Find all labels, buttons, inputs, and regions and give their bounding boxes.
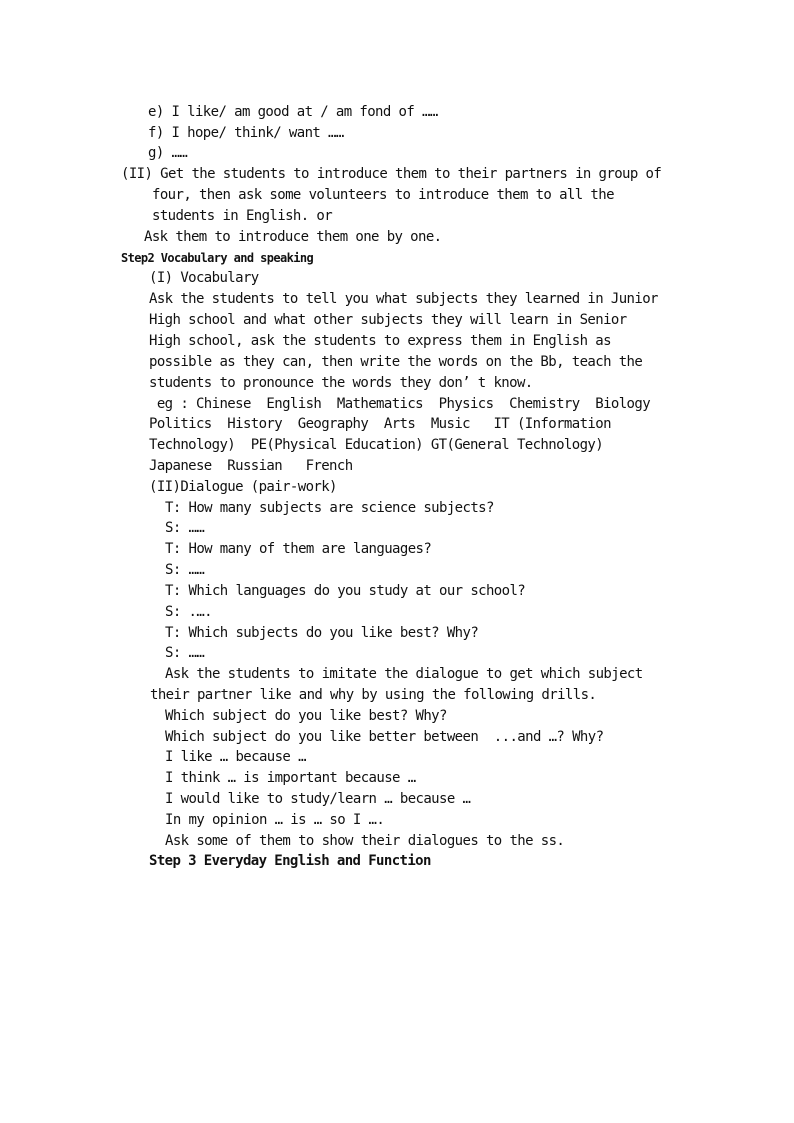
dialogue-line: S: …… — [165, 645, 205, 661]
dialogue-line: S: …… — [165, 562, 205, 578]
text-line: students in English. or — [152, 208, 333, 224]
dialogue-line: S: …… — [165, 520, 205, 536]
dialogue-line: T: How many subjects are science subjects? — [165, 500, 494, 516]
subject-list-line: Politics History Geography Arts Music IT (Information — [149, 416, 611, 432]
text-line: Ask the students to tell you what subjects they learned in Junior — [149, 291, 658, 307]
text-line: e) I like/ am good at / am fond of …… — [148, 104, 438, 120]
text-line: Ask the students to imitate the dialogue to get which subject — [165, 666, 643, 682]
text-line: High school, ask the students to express them in English as — [149, 333, 611, 349]
text-line: Ask them to introduce them one by one. — [144, 229, 442, 245]
text-line: f) I hope/ think/ want …… — [148, 125, 344, 141]
drill-line: In my opinion … is … so I …. — [165, 812, 385, 828]
text-line: possible as they can, then write the words on the Bb, teach the — [149, 354, 643, 370]
text-line: students to pronounce the words they don’ t know. — [149, 375, 533, 391]
dialogue-line: T: How many of them are languages? — [165, 541, 432, 557]
drill-line: I think … is important because … — [165, 770, 416, 786]
subject-list-line: eg : Chinese English Mathematics Physics Chemistry Biology — [149, 396, 651, 412]
dialogue-line: T: Which subjects do you like best? Why? — [165, 625, 479, 641]
drill-line: I like … because … — [165, 749, 306, 765]
drill-line: I would like to study/learn … because … — [165, 791, 471, 807]
subsection-heading: (I) Vocabulary — [149, 270, 259, 286]
text-line: their partner like and why by using the following drills. — [150, 687, 597, 703]
section-heading: Step2 Vocabulary and speaking — [121, 251, 314, 265]
drill-line: Which subject do you like best? Why? — [165, 708, 447, 724]
subject-list-line: Technology) PE(Physical Education) GT(General Technology) — [149, 437, 604, 453]
text-line: High school and what other subjects they will learn in Senior — [149, 312, 627, 328]
dialogue-line: S: .…. — [165, 604, 212, 620]
text-line: g) …… — [148, 145, 188, 161]
subsection-heading: (II)Dialogue (pair-work) — [149, 479, 337, 495]
subject-list-line: Japanese Russian French — [149, 458, 353, 474]
drill-line: Which subject do you like better between ...and …? Why? — [165, 729, 604, 745]
dialogue-line: T: Which languages do you study at our school? — [165, 583, 526, 599]
section-heading: Step 3 Everyday English and Function — [149, 853, 431, 869]
text-line: Ask some of them to show their dialogues to the ss. — [165, 833, 565, 849]
text-line: (II) Get the students to introduce them to their partners in group of — [121, 166, 662, 182]
text-line: four, then ask some volunteers to introduce them to all the — [152, 187, 614, 203]
